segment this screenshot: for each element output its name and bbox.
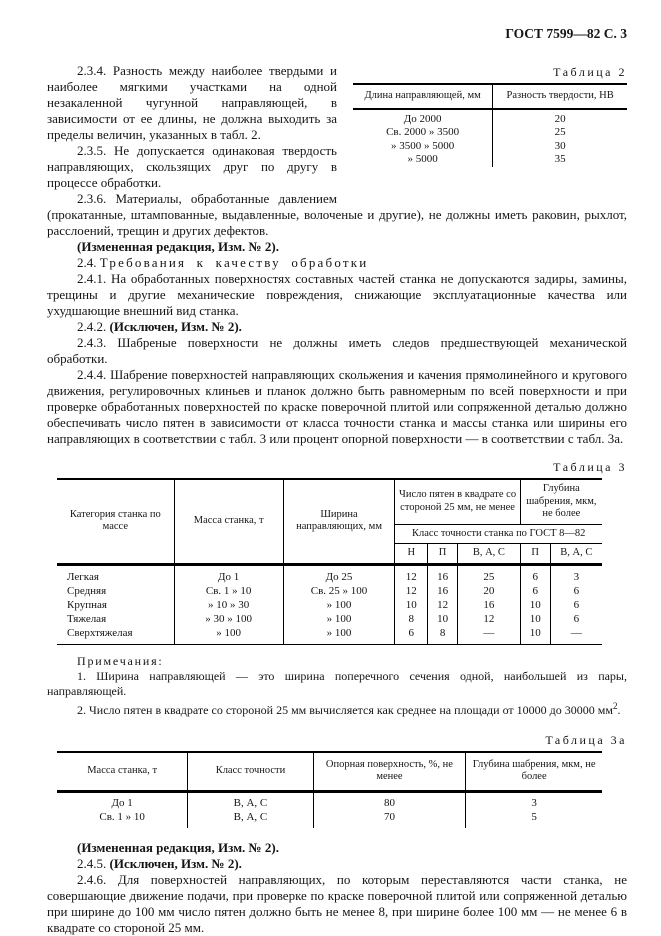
table-cell: 8: [395, 612, 428, 626]
table3-header-row-1: [57, 479, 602, 524]
table-cell: 25: [493, 126, 627, 140]
table-cell: Св. 25 » 100: [283, 584, 395, 598]
table-row: [353, 140, 627, 154]
table-cell: Св. 2000 » 3500: [386, 126, 460, 138]
paragraph-2-4-4: 2.4.4. Шабрение поверхностей направляющих скольжения и качения прямолинейного и кругового движения, регулировочных клиньев и планок должно быть равномерным по всей поверхности и при проверке обработанных поверхностей по краске поверочной плитой или сопряженной деталью должно обеспечивать число пятен в зависимости от класса точности станка и массы станка или ширины его направляющих в соответствии с табл. 3 или процент опорной поверхности — в соответствии с табл. 3а.: [47, 367, 627, 446]
clause-number: 2.4.2.: [77, 319, 107, 334]
table-row: [57, 791, 602, 810]
table2: [353, 83, 627, 167]
table-row: [57, 584, 602, 598]
table-cell: Тяжелая: [67, 612, 107, 625]
table3a-label: Таблица 3а: [545, 732, 627, 747]
excluded-note: (Исключен, Изм. № 2).: [109, 855, 242, 871]
table2-label: Таблица 2: [553, 65, 627, 79]
superscript-2: 2: [612, 700, 618, 711]
table-cell: —: [550, 626, 602, 645]
table-cell: 6: [395, 626, 428, 645]
table3: [57, 478, 602, 645]
table-cell: 3: [550, 564, 602, 584]
table3a-col-class: Класс точности: [188, 752, 313, 792]
table-cell: Средняя: [67, 584, 107, 597]
table-row: [57, 626, 602, 645]
table-cell: 10: [395, 598, 428, 612]
table3-group-spots: Число пятен в квадрате со стороной 25 мм, не менее: [395, 479, 520, 524]
table-cell: В, А, С: [188, 791, 313, 810]
table-cell: 16: [428, 584, 458, 598]
note-2: 2. Число пятен в квадрате со стороной 25 мм вычисляется как среднее на площади от 10000 до 30000 $мм^2$.: [77, 700, 621, 717]
table2-header-row: [353, 84, 627, 109]
table-cell: 70: [313, 810, 466, 828]
table-cell: Сверхтяжелая: [67, 626, 133, 639]
table-cell: До 2000: [403, 112, 442, 125]
clause-number: 2.4.5.: [77, 855, 107, 871]
table2-col-hardness: Разность твердости, НВ: [493, 84, 627, 109]
table-cell: 12: [395, 584, 428, 598]
table-cell: 20: [458, 584, 521, 598]
table3-subcol: В, А, С: [458, 544, 521, 565]
section-number: 2.4.: [77, 255, 97, 270]
paragraph-2-3-5: 2.3.5. Не допускается одинаковая твердость направляющих, скользящих друг по другу в процессе обработки.: [47, 143, 337, 190]
section-title: Требования к качеству обработки: [99, 255, 369, 270]
table3-col-mass: Масса станка, т: [174, 479, 283, 564]
table-cell: » 3500 » 5000: [390, 139, 455, 152]
table3-subcol: П: [520, 544, 550, 565]
table-cell: 6: [550, 612, 602, 626]
table-row: [353, 109, 627, 127]
table-cell: 5: [466, 810, 602, 828]
table3-group-depth: Глубина шабрения, мкм, не более: [520, 479, 602, 524]
table-cell: 30: [493, 140, 627, 154]
table-row: [57, 564, 602, 584]
table-cell: » 100: [283, 612, 395, 626]
table-cell: Легкая: [67, 570, 99, 583]
paragraph-2-4-2: [47, 319, 627, 335]
table3-subcol: Н: [395, 544, 428, 565]
table-cell: —: [458, 626, 521, 645]
table-cell: 12: [428, 598, 458, 612]
table-cell: 80: [313, 791, 466, 810]
table-cell: 12: [395, 564, 428, 584]
table-cell: 3: [466, 791, 602, 810]
amended-note-1: (Измененная редакция, Изм. № 2).: [77, 239, 279, 254]
table-cell: До 1: [174, 564, 283, 584]
table-cell: » 30 » 100: [174, 612, 283, 626]
table-cell: 6: [520, 584, 550, 598]
paragraph-2-4-5: [47, 856, 627, 872]
table-cell: » 100: [174, 626, 283, 645]
table-cell: 10: [520, 598, 550, 612]
table-row: [353, 126, 627, 140]
table-cell: 6: [520, 564, 550, 584]
table-cell: 35: [493, 153, 627, 167]
table3-label: Таблица 3: [553, 460, 627, 474]
table-cell: 20: [493, 109, 627, 127]
table3-col-width: Ширина направляющих, мм: [283, 479, 395, 564]
table2-column: [353, 63, 627, 167]
table-row: [353, 153, 627, 167]
table-cell: До 25: [283, 564, 395, 584]
table-cell: 16: [428, 564, 458, 584]
table-cell: 25: [458, 564, 521, 584]
table3a-col-surface: Опорная поверхность, %, не менее: [313, 752, 466, 792]
table-cell: » 5000: [407, 153, 438, 165]
table3a-header-row: [57, 752, 602, 792]
table-cell: 12: [458, 612, 521, 626]
table3-subcol: В, А, С: [550, 544, 602, 565]
paragraph-2-3-4: 2.3.4. Разность между наиболее твердыми и наиболее мягкими участками на одной незакаленной чугунной направляющей, в зависимости от ее длины, не должна выходить за пределы величин, указанных в табл. 2.: [47, 63, 337, 142]
paragraph-2-4-1: 2.4.1. На обработанных поверхностях составных частей станка не допускаются задиры, замины, трещины и другие механические повреждения, снижающие эксплуатационные качества или ухудшающие внешний вид станка.: [47, 271, 627, 318]
page-header: ГОСТ 7599—82 С. 3: [505, 26, 627, 41]
table-cell: 8: [428, 626, 458, 645]
table-cell: » 10 » 30: [174, 598, 283, 612]
table-row: [57, 810, 602, 828]
table-cell: В, А, С: [188, 810, 313, 828]
table-cell: 10: [520, 626, 550, 645]
table-cell: Крупная: [67, 598, 107, 611]
table3a: [57, 751, 602, 828]
excluded-note: (Исключен, Изм. № 2).: [109, 319, 242, 334]
table-cell: 10: [520, 612, 550, 626]
section-2-4-heading: [47, 255, 627, 271]
table3a-col-mass: Масса станка, т: [87, 764, 158, 776]
table3-subcol: П: [428, 544, 458, 565]
table-cell: 10: [428, 612, 458, 626]
table-cell: 16: [458, 598, 521, 612]
notes-block: [47, 654, 627, 718]
amended-note-2: (Измененная редакция, Изм. № 2).: [77, 839, 279, 855]
notes-title: Примечания:: [77, 653, 164, 668]
table-cell: До 1: [111, 796, 133, 809]
note-1: 1. Ширина направляющей — это ширина поперечного сечения одной, наибольшей из пары, направляющей.: [47, 668, 627, 698]
table-cell: » 100: [283, 626, 395, 645]
table-row: [57, 612, 602, 626]
paragraph-2-3-6-start: 2.3.6. Материалы, обработанные давлением: [77, 191, 337, 206]
table-row: [57, 598, 602, 612]
table2-col-length: Длина направляющей, мм: [364, 90, 481, 101]
paragraph-2-3-6-rest: (прокатанные, штампованные, выдавленные, волоченые и другие), не должны иметь раковин, рыхлот, расслоений, трещин и других дефектов.: [47, 207, 627, 238]
table3-accuracy-class: Класс точности станка по ГОСТ 8—82: [395, 524, 602, 544]
two-column-block: [47, 63, 627, 207]
table-cell: Св. 1 » 10: [174, 584, 283, 598]
table-cell: Св. 1 » 10: [99, 810, 145, 823]
left-text-column: [47, 63, 337, 207]
table3-col-category: Категория станка по массе: [69, 508, 161, 533]
table3a-col-depth: Глубина шабрения, мкм, не более: [466, 752, 602, 792]
table-cell: » 100: [283, 598, 395, 612]
table-cell: 6: [550, 598, 602, 612]
table-cell: 6: [550, 584, 602, 598]
paragraph-2-4-3: 2.4.3. Шабреные поверхности не должны иметь следов предшествующей механической обработки.: [47, 335, 627, 366]
paragraph-2-4-6: 2.4.6. Для поверхностей направляющих, по которым переставляются части станка, не совершающие движение подачи, при проверке по краске поверочной плитой или сопряженной деталью при ширине до 100 мм число пятен должно быть не менее 8, при ширине более 100 мм — не менее 6 в квадрате со стороной 25 мм.: [47, 871, 627, 935]
